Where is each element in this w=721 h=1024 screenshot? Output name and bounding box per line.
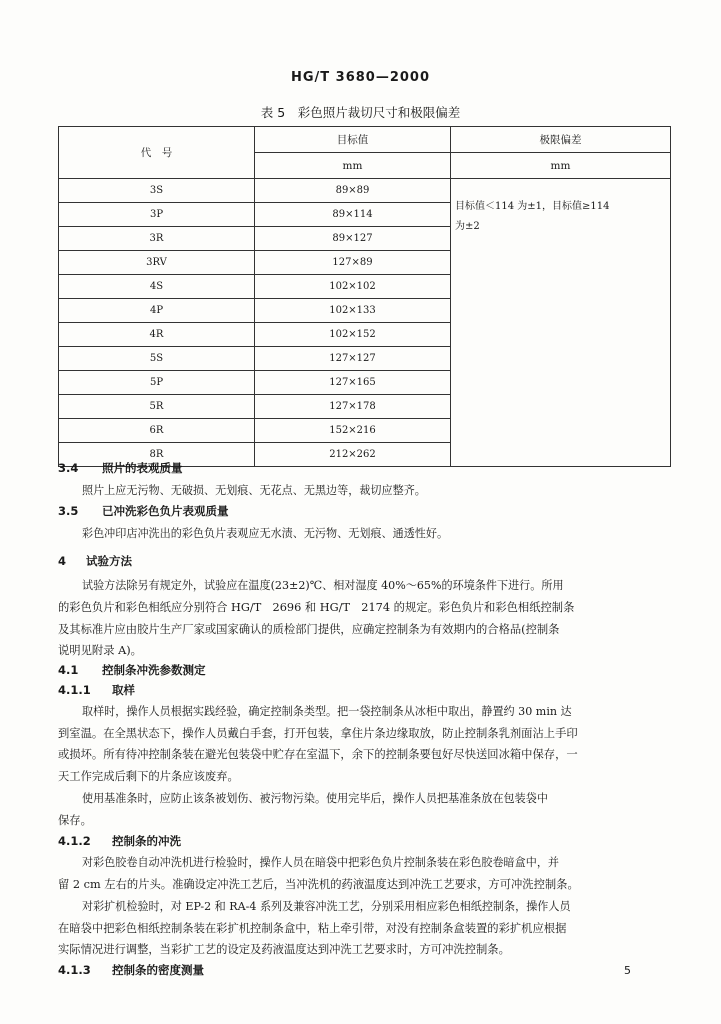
section-title: 取样 (112, 683, 135, 697)
section-number: 3.4 (58, 461, 79, 475)
section-4-1-heading (58, 661, 668, 680)
standard-header: HG/T 3680—2000 (290, 70, 431, 85)
unit-target: mm (255, 153, 451, 179)
cell-size: 127×165 (255, 371, 451, 395)
cell-size: 212×262 (255, 443, 451, 467)
cell-code: 5S (59, 347, 255, 371)
paragraph-line: 使用基准条时，应防止该条被划伤、被污物污染。使用完毕后，操作人员把基准条放在包装袋中 (82, 792, 548, 805)
paragraph-line: 及其标准片应由胶片生产厂家或国家确认的质检部门提供，应确定控制条为有效期内的合格品(控制条 (58, 623, 560, 636)
section-title: 照片的表观质量 (102, 461, 183, 475)
paragraph-line: 到室温。在全黑状态下，操作人员戴白手套，打开包装，拿住片条边缘取放，防止控制条乳剂面沾上手印 (58, 727, 578, 740)
paragraph-line: 留 2 cm 左右的片头。准确设定冲洗工艺后，当冲洗机的药液温度达到冲洗工艺要求，方可冲洗控制条。 (58, 878, 579, 891)
page-number: 5 (624, 964, 631, 977)
cell-code: 6R (59, 419, 255, 443)
paragraph-line: 对彩色胶卷自动冲洗机进行检验时，操作人员在暗袋中把彩色负片控制条装在彩色胶卷暗盒中，并 (82, 856, 560, 869)
section-3-5-heading (58, 502, 668, 521)
cell-limit (451, 179, 671, 467)
cell-code: 8R (59, 443, 255, 467)
section-title: 控制条冲洗参数测定 (102, 663, 206, 677)
cell-code: 3RV (59, 251, 255, 275)
paragraph-line: 取样时，操作人员根据实践经验，确定控制条类型。把一袋控制条从冰柜中取出，静置约 30 min 达 (82, 705, 572, 718)
paragraph-line: 对彩扩机检验时，对 EP-2 和 RA-4 系列及兼容冲洗工艺，分别采用相应彩色相纸控制条，操作人员 (82, 900, 571, 913)
paragraph-line: 或损坏。所有待冲控制条装在避光包装袋中贮存在室温下，余下的控制条要包好尽快送回冰箱中保存，一 (58, 748, 578, 761)
section-4-1-1-heading (58, 681, 668, 700)
section-number: 3.5 (58, 504, 79, 518)
cell-size: 89×114 (255, 203, 451, 227)
cell-code: 5P (59, 371, 255, 395)
table-row (59, 179, 671, 203)
section-title: 控制条的密度测量 (112, 963, 204, 977)
cell-code: 3P (59, 203, 255, 227)
cell-size: 89×127 (255, 227, 451, 251)
paragraph-line: 试验方法除另有规定外，试验应在温度(23±2)℃、相对湿度 40%～65%的环境条件下进行。所用 (82, 579, 564, 592)
cell-size: 127×89 (255, 251, 451, 275)
section-4-heading (58, 552, 668, 571)
limit-text-line: 目标值＜114 为±1，目标值≥114 (455, 201, 610, 212)
section-title: 已冲洗彩色负片表观质量 (102, 504, 229, 518)
section-number: 4 (58, 554, 67, 568)
paragraph-line: 实际情况进行调整，当彩扩工艺的设定及药液温度达到冲洗工艺要求时，方可冲洗控制条。 (58, 943, 510, 956)
col-header-target: 目标值 (255, 127, 451, 153)
cell-size: 127×178 (255, 395, 451, 419)
cell-size: 102×152 (255, 323, 451, 347)
cell-code: 5R (59, 395, 255, 419)
cell-size: 127×127 (255, 347, 451, 371)
cell-code: 4S (59, 275, 255, 299)
cell-code: 3R (59, 227, 255, 251)
section-3-5-text: 彩色冲印店冲洗出的彩色负片表观应无水渍、无污物、无划痕、通透性好。 (82, 527, 449, 540)
section-title: 试验方法 (86, 554, 132, 568)
section-number: 4.1 (58, 663, 79, 677)
paragraph-line: 说明见附录 A)。 (58, 644, 142, 657)
cell-code: 4R (59, 323, 255, 347)
paragraph-line: 的彩色负片和彩色相纸应分别符合 HG/T 2696 和 HG/T 2174 的规定。彩色负片和彩色相纸控制条 (58, 601, 575, 614)
cell-size: 152×216 (255, 419, 451, 443)
paragraph-line: 保存。 (58, 814, 92, 827)
col-header-limit: 极限偏差 (451, 127, 671, 153)
section-4-1-2-heading (58, 832, 668, 851)
limit-text-line: 为±2 (455, 221, 480, 232)
section-3-4-text: 照片上应无污物、无破损、无划痕、无花点、无黑边等，裁切应整齐。 (82, 484, 426, 497)
unit-limit: mm (451, 153, 671, 179)
section-number: 4.1.2 (58, 834, 91, 848)
section-title: 控制条的冲洗 (112, 834, 181, 848)
cell-size: 89×89 (255, 179, 451, 203)
section-number: 4.1.1 (58, 683, 91, 697)
table-caption: 表 5 彩色照片裁切尺寸和极限偏差 (260, 105, 461, 120)
section-number: 4.1.3 (58, 963, 91, 977)
section-4-1-3-heading (58, 961, 668, 980)
paragraph-line: 天工作完成后剩下的片条应该废弃。 (58, 770, 239, 783)
section-3-4-heading (58, 459, 668, 478)
cell-code: 3S (59, 179, 255, 203)
paragraph-line: 在暗袋中把彩色相纸控制条装在彩扩机控制条盒中，粘上牵引带，对没有控制条盒装置的彩扩机应根据 (58, 922, 567, 935)
cell-size: 102×102 (255, 275, 451, 299)
cell-size: 102×133 (255, 299, 451, 323)
cell-code: 4P (59, 299, 255, 323)
col-header-code: 代 号 (59, 127, 255, 179)
size-tolerance-table (58, 126, 671, 467)
